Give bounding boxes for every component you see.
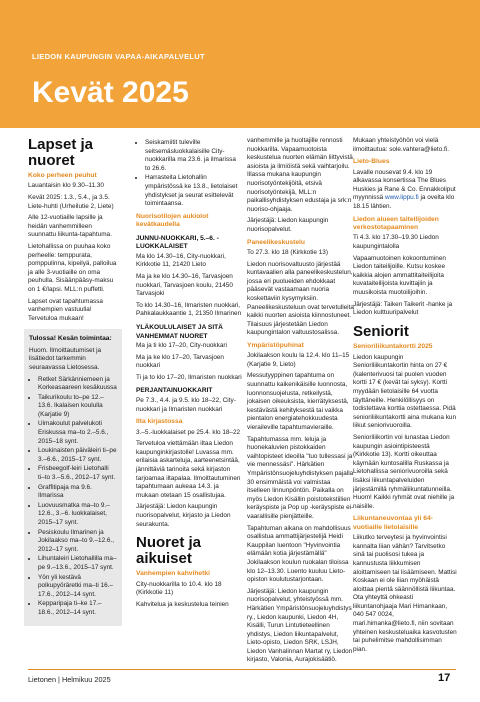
paragraph: Alle 12-vuotiaille lapsille ja heidän vanhemmilleen suunnattu liikunta-tapahtuma. [28, 214, 112, 239]
paragraph: Ma ja ti klo 17–20, City-nuokkari [136, 342, 227, 350]
paragraph: Liikutko terveytesi ja hyvinvointisi kannalta liian vähän? Tarvitsetko sinä tai puolisosi tukea ja kannustusta liikkumisen aloittamiseen tai lisäämiseen. Mattisi Koskaan ei ole liian myöhäistä aloittaa pientä säännöllistä liikuntaa. Ota yhteyttä ohkeasti liikuntanohjaaja Mari Himankaan, 040 547 0024, mari.himanka@lieto.fi, niin sovitaan yhteinen keskusteluaika kasvotusten tai puhelimitse mahdollisimman pian. [353, 534, 457, 653]
paragraph: To 27.3. klo 18 (Kirkkotie 13) [247, 248, 328, 256]
list-item: • Frisbeegolf-leiri Lietohalli ti–to 3.–5.6., 2012–17 synt. [38, 465, 117, 482]
paragraph: Järjestäjä: Liedon kaupungin nuorisopalvelut, yhteistyössä mm. Härkätien Ympäristönsuojeluyhdistys ry., Liedon kaupunki, Liedon 4H, Kisälli, Turun Lintutieteellinen yhdistys, Liedon liikuntapalvelut, Lieto-opisto, Liedon SRK, LSJH, Liedon Vanhalinnan Martat ry, Liedon kirjasto, Valonia, Aurajokisäätiö. [247, 587, 353, 664]
paragraph: Tervetuloa viettämään iltaa Liedon kaupunginkirjastolle! Luvassa mm. erilaisia askarteluja, aarteenetsintää, jännittäviä tarinoita sekä kirjaston tarjoamaa iltapalaa. Ilmoittautuminen tapahtumaan aukeaa 14.3. ja mukaan otetaan 15 osallistujaa. [136, 440, 241, 499]
subheading-kahvihetki: Vanhempien kahvihetki [136, 570, 210, 578]
info-box-summer [24, 329, 122, 625]
paragraph-lieto-blues [353, 169, 457, 212]
paragraph: City-nuokkarilla to 10.4. klo 18 (Kirkkotie 11) [136, 580, 222, 597]
paragraph: Ma klo 14.30–16, City-nuokkari, Kirkkotie 11, 21420 Lieto [136, 252, 226, 269]
paragraph: Tapahtumassa mm. leluja ja huonekaluvien pistokkaiden vaihtopisteet ideoilla "tuo tullessasi ja vie mennessäsi". Härkätien Ympäristönsuojeluyhdistyksen pajalla 30 ensimmäistä voi valmistaa itselleen linnunpöntön. Paikalla on myös Liedon Kisällin poistotekstiilien keräyspiste ja Pop up -keräyspiste ei-vaarallisille pienjätteille. [247, 435, 354, 520]
paragraph: Jokilaakson koulu la 12.4. klo 11–15 (Karjatie 9, Lieto) [247, 352, 350, 368]
subheading-taiteilijat: Liedon alueen taiteilijoiden verkostotapaaminen [353, 215, 439, 231]
heading-nuoret-ja-aikuiset: Nuoret ja aikuiset [136, 534, 202, 567]
subheading-perheen-peuhut: Koko perheen peuhut [28, 172, 97, 179]
subheading-ilta-kirjastossa: Ilta kirjastossa [136, 418, 183, 426]
column-1 [28, 137, 118, 626]
subheading-senioriliikuntakortti: Senioriliikuntakortti 2025 [353, 343, 433, 351]
list-item: • Lihuntaleiri Lietohallilla ma–pe 9.–13.6., 2015–17 synt. [38, 555, 117, 572]
paragraph: Senioriliikortin voi lunastaa Liedon kaupungin asiointipisteestä (Kirkkotie 13). Kortti oikeuttaa käymään kuntosalilla Ruskassa ja Lietohallissa seniorivuoroilla sekä lisäksi liikuntapalveluiden järjestämillä ryhmäliikuntatunneilla. Huom! Kaikki ryhmät ovat niehille ja naisille. [353, 433, 455, 510]
subheading-paneelikeskustelu: Paneelikeskustelu [247, 238, 305, 246]
paragraph: Ma ja ke klo 14.30–16, Tarvasjoen nuokkari, Tarvasjoen koulu, 21450 Tarvasjoki [136, 272, 233, 298]
column-2 [136, 137, 242, 612]
footer-divider [28, 669, 456, 670]
box-intro: Huom. Ilmoittautumiset ja lisätiedot tarkemmin seuraavassa Lietosessa. [29, 346, 102, 371]
section-kicker: LIEDON KAUPUNGIN VAPAA-AIKAPALVELUT [32, 52, 205, 61]
header-banner [0, 0, 480, 128]
paragraph: vanhemmille ja huoltajille rennosti nuokkarilla. Vapaamuotoista keskustelua nuorten elämän liittyvistä asioista ja ilmiöistä sekä vaihtarjoilu. Illassa mukana kaupungin nuorisotyöntekijöitä, etsivä nuorisotyöntekijä, MLL:n paikallisyhdistyksen edustaja ja srk:n nuoriso-ohjaaja. [247, 137, 353, 213]
paragraph: Lauantaisin klo 9.30–11.30 [28, 182, 104, 190]
column-3 [247, 137, 355, 668]
box-title: Tulossa! Kesän toimintaa: [29, 335, 112, 343]
paragraph: Pe 7.3., 4.4. ja 9.5. klo 18–22, City-nuokkari ja Ilmaristen nuokkari [136, 397, 236, 413]
list-item: • Taikurikoulu to–pe 12.–13.6. Ikalaisen koululla (Karjatie 9) [38, 394, 117, 420]
paragraph: Ti 4.3. klo 17.30–19.30 Liedon kaupungintalolla [353, 234, 439, 250]
footer-publication: Lietonen | Helmikuu 2025 [28, 675, 111, 684]
ticket-link[interactable]: www.lippu.fi [384, 194, 419, 202]
paragraph: Järjestäjä: Liedon kaupungin nuorisopalvelut, kirjasto ja Liedon seurakunta. [136, 503, 231, 528]
list-item: • Seiskamiitit tuleville seitsemäsluokkalaisille City-nuokkarilla ma 23.6. ja ilmarissa to 26.6. [145, 139, 242, 173]
paragraph: Lapset ovat tapahtumassa vanhempien vastuulla! Tervetuloa mukaan! [28, 297, 103, 322]
list-item: • Kepparipaja ti–ke 17.–18.6., 2012–14 synt. [38, 600, 117, 617]
caps-heading: PERJANTAINUOKKARIT [136, 387, 213, 395]
subheading-liikuntaneuvonta: Liikuntaneuvontaa yli 64-vuotiaille lietolaisille [353, 515, 433, 531]
summer-activity-list [29, 376, 117, 618]
paragraph: Liedon nuorisovaltuusto järjestää kuntavaalien alla paneelikeskustelun, jossa eri puolueiden ehdokkaat pääsevät vastaamaan nuoria koskettaviin kysymyksiin. Paneelikeskusteluun ovat tervetulleita kaikki nuorten asioista kiinnostuneet. Tilaisuus järjestetään Liedon kaupungintalon valtuustosalissa. [247, 260, 354, 337]
paragraph: Liedon kaupungin Senioriliikuntakortin hinta on 27 € (kalenterivuosi tai puolen vuoden kortti 17 € (kevät tai syksy). Kortti myydään lietolaisille 64 vuotta täyttäneille. Henkilöllisyys on todistettava korttia ostettaessa. Pidä senioriliikuntakortti aina mukana kun liikut seniorivuoroilla. [353, 353, 457, 430]
list-item: • Loukinaisten päiväleiri ti–pe 3.–6.6., 2015–17 synt. [38, 447, 117, 464]
list-item: • Retket Särkänniemeen ja Korkeasaareen kesäkuussa [38, 376, 117, 393]
list-item: • Graffitipaja ma 9.6. Ilmarissa [38, 484, 117, 501]
subheading-ymparistopuhinat: Ympäristöpuhinat [247, 341, 304, 349]
summer-activity-list-continued [136, 139, 242, 209]
page-number: 17 [438, 672, 451, 684]
paragraph: Lietohallissa on puuhaa koko perheelle: temppurata, pomppulinna, kipeilyä, palloilua ja alle 3-vuotiaille on oma peuhulla. Sisäänpääsy-maksu on 1 €/lapsi. MLL:n puffetti. [28, 242, 117, 293]
heading-seniorit: Seniorit [353, 322, 409, 340]
caps-heading: JUNNU-NUOKKARI, 5.–6. -LUOKKALAISET [136, 234, 219, 251]
list-item: • Harrasteita Lietohallin ympäristössä ke 13.8., lietolaiset yhdistykset ja seurat esittelevät toimintaansa. [145, 174, 242, 208]
paragraph: Mukaan yhteistyöhön voi vielä ilmoittautua: sole.vahtera@lieto.fi. [353, 137, 450, 153]
list-item: • Luovuusmatka ma–to 9.–12.6., 3.–6. luokkalaiset, 2015–17 synt. [38, 502, 117, 528]
page-title: Kevät 2025 [32, 76, 189, 109]
text: Lavalle nousevat 9.4. klo 19 alkavassa konsertissa The Blues Huskies ja Rane & Co. Ennakkoliput myynnissä [353, 168, 456, 202]
paragraph: Järjestäjä: Taiken Taikerit -hanke ja Liedon kulttuuripalvelut [353, 300, 453, 317]
list-item: • Uimakoulut palvelukoti Eriskussa ma–to 2.–5.6., 2015–18 synt. [38, 420, 117, 446]
paragraph: 3.–5.-luokkalaiset pe 25.4. klo 18–22 [136, 428, 241, 436]
list-item: • Pesiskoulu Ilmarinen ja Jokilaakso ma–to 9.–12.6., 2012–17 synt. [38, 529, 117, 555]
paragraph: Messutyyppinen tapahtuma on suunnattu kaikenikäisille luonnosta, luonnonsuojelusta, retkeilystä, jokaisen oikeuksista, kierrätyksestä, kestävästä kehityksestä tai vaikka pientalon energiatehokkuudesta vieraileville tapahtumavieraille. [247, 372, 349, 432]
paragraph: Vapaamuotoinen kokoontuminen Liedon taiteilijoille. Kutsu koskee kaikkia alojen ammattitaiteilijoita kuvataiteilijoista kuvittajiin ja muusikoista muotoilijoihin. [353, 254, 446, 296]
paragraph: Ma ja ke klo 17–20, Tarvasjoen nuokkari [136, 353, 224, 370]
subheading-aukiolot: Nuorisotilojen aukiolot kevätkaudella [136, 212, 209, 229]
subheading-lieto-blues: Lieto-Blues [353, 158, 390, 166]
heading-lapset-ja-nuoret: Lapset ja nuoret [28, 136, 94, 169]
caps-heading: YLÄKOULULAISET JA SITÄ VANHEMMAT NUORET [136, 323, 223, 340]
paragraph: Kahvitelua ja keskustelua teinien [136, 600, 229, 608]
paragraph: Järjestäjä: Liedon kaupungin nuorisopalvelut. [247, 217, 329, 233]
paragraph: To klo 14.30–16, Ilmaristen nuokkari, Pahkalaukkaantie 1, 21350 Ilmarinen [136, 301, 242, 318]
paragraph: Tapahtuman aikana on mahdollisuus osallistua ammattijärjestelijä Heidi Kauppilan luentoon "Hyvinvointia elämään kotia järjestämällä" Jokilaakson koulun ruokalan tiloissa klo 12–13.30. Luento kuuluu Lieto-opiston koulutustarjontaan. [247, 524, 351, 584]
text: ja ovelta klo 18.15 lähtien. [353, 194, 455, 210]
column-4 [353, 137, 457, 657]
paragraph: Kevät 2025: 1.3., 5.4., ja 3.5. Liete-huhti (Urheilutie 2, Liete) [28, 194, 114, 210]
list-item: • Yön yli kestävä polkupyöräretki ma–ti 16.–17.6., 2012–14 synt. [38, 574, 117, 600]
paragraph: Ti ja to klo 17–20, Ilmaristen nuokkari [136, 373, 242, 381]
